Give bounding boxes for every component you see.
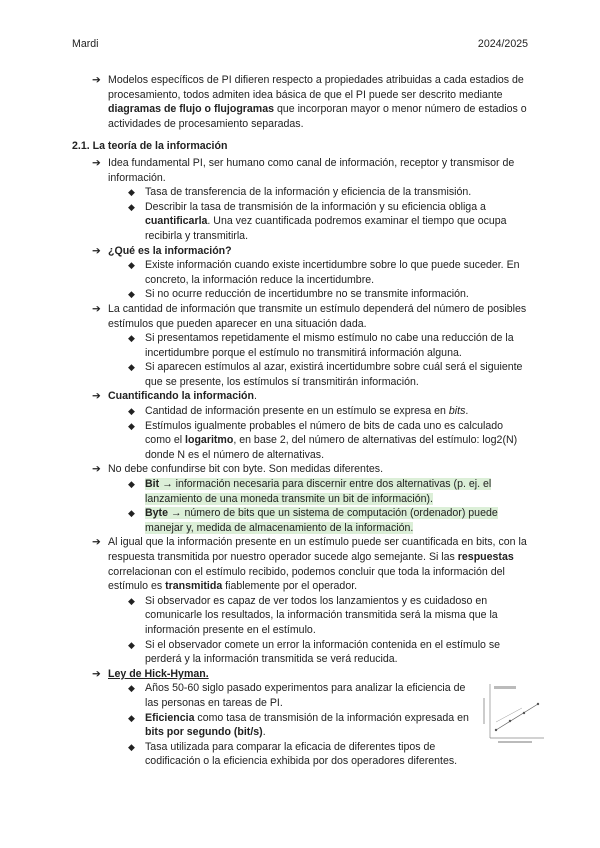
bit-definition: [72, 477, 528, 506]
hick-hyman-figure: [480, 678, 548, 748]
figure-point: [523, 712, 525, 714]
que-es-item: [72, 244, 528, 259]
hick-item: [72, 667, 528, 682]
arrow-bullet-icon: ➔: [92, 667, 101, 680]
igual-sub1: Si observador es capaz de ver todos los lanzamientos y es cuidadoso en comunicarle los resultados, la información transmitida será la misma que la información presente en el estímulo.: [145, 594, 498, 636]
igual-sub-item: [72, 638, 528, 667]
arrow-bullet-icon: ➔: [92, 536, 101, 549]
figure-point: [509, 720, 511, 722]
igual-bold2: transmitida: [165, 580, 223, 593]
igual-sub-item: [72, 594, 528, 638]
arrow-bullet-icon: ➔: [92, 74, 101, 86]
igual-bold1: respuestas: [457, 551, 514, 563]
igual-sub2: Si el observador comete un error la información contenida en el estímulo se perderá y la información transmitida se verá reducida.: [145, 638, 501, 666]
diamond-bullet-icon: ◆: [128, 508, 135, 519]
diamond-bullet-icon: ◆: [128, 406, 135, 417]
cuantificando-sub1-italic: bits: [448, 405, 466, 418]
byte-highlight: [145, 507, 498, 534]
hick-sub1: Años 50-60 siglo pasado experimentos para analizar la eficiencia de las personas en tareas de PI.: [145, 682, 466, 709]
bit-def: → información necesaria para discernir entre dos alternativas (p. ej. el lanzamiento de una moneda transmite un bit de información).: [145, 478, 492, 505]
header-left: Mardi: [72, 38, 99, 50]
que-es-sub2: Si no ocurre reducción de incertidumbre no se transmite información.: [145, 288, 469, 301]
cantidad-sub1: Si presentamos repetidamente el mismo estímulo no cabe una reducción de la incertidumbre porque el estímulo no transmitirá información alguna.: [145, 332, 514, 359]
arrow-bullet-icon: ➔: [92, 390, 101, 403]
cantidad-sub2: Si aparecen estímulos al azar, existirá incertidumbre sobre cuál será el siguiente que se presente, los estímulos sí transmitirán información.: [145, 361, 523, 388]
intro-text-end: que incorporan mayor o menor número de estadios o actividades de procesamiento separadas.: [108, 103, 527, 130]
figure-xlabel-bar: [498, 741, 532, 743]
diamond-bullet-icon: ◆: [128, 712, 135, 723]
diamond-bullet-icon: ◆: [128, 595, 135, 606]
bit-term: Bit: [145, 478, 160, 491]
idea-sub2-text: Describir la tasa de transmisión de la información y su eficiencia obliga a: [145, 200, 486, 213]
que-es-sub1: Existe información cuando existe incertidumbre sobre lo que puede suceder. En concreto, la información reduce la incertidumbre.: [145, 259, 520, 286]
cantidad-sub-item: [72, 331, 528, 360]
diamond-bullet-icon: ◆: [128, 362, 135, 373]
diamond-bullet-icon: ◆: [128, 201, 135, 212]
diamond-bullet-icon: ◆: [128, 639, 135, 650]
idea-item: [72, 156, 528, 185]
cuantificando-item: [72, 389, 528, 404]
arrow-bullet-icon: ➔: [92, 463, 101, 476]
cantidad-sub-item: [72, 360, 528, 389]
bitbyte-text: No debe confundirse bit con byte. Son medidas diferentes.: [108, 463, 384, 476]
arrow-bullet-icon: ➔: [92, 156, 101, 169]
igual-text3: fiablemente por el operador.: [222, 580, 358, 593]
diamond-bullet-icon: ◆: [128, 260, 135, 271]
bit-highlight: [145, 478, 491, 505]
hick-sub-item: [72, 711, 475, 740]
idea-sub2-end: . Una vez cuantificada podremos examinar el tiempo que ocupa recibirla y transmitirla.: [145, 215, 507, 242]
idea-text: Idea fundamental PI, ser humano como canal de información, receptor y transmisor de información.: [108, 156, 515, 184]
diamond-bullet-icon: ◆: [128, 479, 135, 490]
hick-sub2-bold: Eficiencia: [145, 711, 195, 724]
hick-sub2-end: .: [262, 726, 266, 739]
hick-sub2-bold2: bits por segundo (bit/s): [145, 726, 263, 739]
arrow-bullet-icon: ➔: [92, 302, 101, 315]
cuantificando-sub2-end: , en base 2, del número de alternativas del estímulo: log2(N) donde N es el número de alternativas.: [145, 434, 518, 461]
hick-sub3: Tasa utilizada para comparar la eficacia de diferentes tipos de codificación o la eficiencia exhibida por dos operadores diferentes.: [145, 740, 458, 768]
cuantificando-sub-item: [72, 404, 528, 419]
diamond-bullet-icon: ◆: [128, 683, 135, 694]
cantidad-item: [72, 302, 528, 331]
diamond-bullet-icon: ◆: [128, 289, 135, 300]
intro-paragraph: [72, 73, 528, 131]
hick-sub-item: [72, 740, 475, 769]
diamond-bullet-icon: ◆: [128, 420, 135, 431]
byte-def: → número de bits que un sistema de computación (ordenador) puede manejar y, medida de almacenamiento de la información.: [145, 507, 498, 534]
igual-item: [72, 535, 528, 593]
figure-legend-bar: [494, 686, 516, 689]
idea-sub-item: [72, 185, 528, 200]
hick-sub-item: [72, 681, 475, 710]
cuantificando-title: Cuantificando la información: [108, 390, 254, 403]
hick-sub2-text: como tasa de transmisión de la información expresada en: [194, 711, 469, 724]
figure-point: [495, 729, 497, 731]
header-right: 2024/2025: [477, 38, 528, 50]
cantidad-text: La cantidad de información que transmite un estímulo dependerá del número de posibles estímulos que pueden aparecer en una situación dada.: [108, 302, 527, 330]
cuantificando-sub1-text: Cantidad de información presente en un estímulo se expresa en: [145, 405, 449, 418]
igual-text1: Al igual que la información presente en un estímulo puede ser cuantificada en bits, con la respuesta transmitida por nuestro operador sucede algo semejante. Si las: [108, 536, 527, 563]
figure-ylabel-bar: [483, 698, 485, 724]
igual-text2: correlacionan con el estímulo recibido, podemos concluir que toda la información del estímulo es: [108, 565, 505, 593]
diamond-bullet-icon: ◆: [128, 187, 135, 198]
byte-term: Byte: [145, 507, 168, 520]
cuantificando-sub2-bold: logaritmo: [185, 434, 234, 447]
cuantificando-sub1-end: .: [465, 405, 469, 418]
idea-sub-item: [72, 200, 528, 244]
que-es-sub-item: [72, 287, 528, 302]
cuantificando-sub-item: [72, 419, 528, 463]
bitbyte-item: [72, 462, 528, 477]
que-es-sub-item: [72, 258, 528, 287]
diamond-bullet-icon: ◆: [128, 741, 135, 752]
arrow-bullet-icon: ➔: [92, 244, 101, 257]
hick-title: Ley de Hick-Hyman.: [108, 667, 209, 680]
diamond-bullet-icon: ◆: [128, 333, 135, 344]
intro-bold: diagramas de flujo o flujogramas: [108, 103, 275, 116]
document-body: [72, 73, 528, 769]
section-title: 2.1. La teoría de la información: [72, 140, 228, 153]
figure-point: [537, 703, 539, 705]
cuantificando-sub2-text: Estímulos igualmente probables el número de bits de cada uno es calculado como el: [145, 419, 504, 447]
que-es-title: ¿Qué es la información?: [108, 244, 232, 257]
idea-sub1: Tasa de transferencia de la información y eficiencia de la transmisión.: [145, 186, 472, 199]
cuantificando-title-end: .: [253, 390, 257, 403]
idea-sub2-bold: cuantificarla: [145, 215, 208, 228]
byte-definition: [72, 506, 528, 535]
intro-text: Modelos específicos de PI difieren respecto a propiedades atribuidas a cada estadios de procesamiento, todos admiten idea básica de que el PI puede ser descrito mediante: [108, 74, 524, 101]
